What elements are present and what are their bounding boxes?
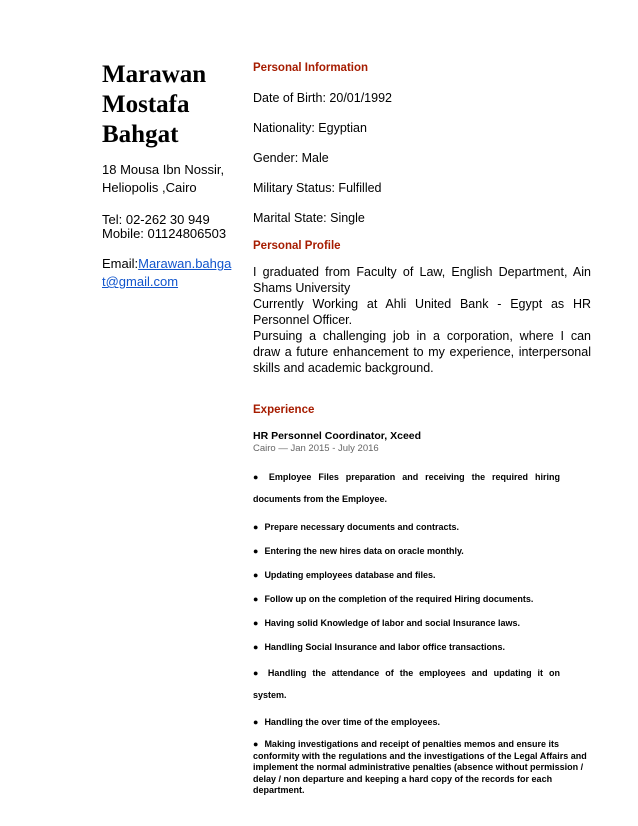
list-item [253,739,591,797]
bullet-icon: ● [253,618,259,628]
nationality: Nationality: Egyptian [253,121,367,135]
gender: Gender: Male [253,151,329,165]
mobile-number: Mobile: 01124806503 [102,226,227,241]
job-title: HR Personnel Coordinator, Xceed [253,430,422,442]
marital-state: Marital State: Single [253,211,365,225]
bullet-icon: ● [253,522,259,532]
list-item [253,544,591,558]
name-line-3: Bahgat [102,121,179,148]
bullet-text: Updating employees database and files. [264,570,436,580]
bullet-icon: ● [253,546,259,556]
email [102,255,234,291]
bullet-icon: ● [253,739,259,749]
tel-number: Tel: 02-262 30 949 [102,212,210,227]
profile-paragraph-2: Currently Working at Ahli United Bank - Egypt as HR Personnel Officer. [253,297,591,327]
job-entry [253,430,591,455]
bullet-text: Handling the over time of the employees. [264,717,440,727]
bullet-text: Entering the new hires data on oracle monthly. [264,546,464,556]
phone-numbers [102,213,242,241]
list-item [253,592,591,606]
list-item [253,616,591,630]
main-column [253,60,591,797]
bullet-icon: ● [253,594,259,604]
list-item [253,715,591,729]
bullet-icon: ● [253,668,262,678]
bullet-text: Handling the attendance of the employees and updating it on system. [253,668,560,700]
email-label: Email: [102,256,139,271]
bullet-icon: ● [253,570,259,580]
bullet-text: Employee Files preparation and receiving the required hiring documents from the Employee. [253,472,560,504]
bullet-text: Prepare necessary documents and contracts. [264,522,460,532]
bullet-icon: ● [253,717,259,727]
date-of-birth: Date of Birth: 20/01/1992 [253,91,392,105]
job-meta: Cairo — Jan 2015 - July 2016 [253,443,379,454]
personal-info-heading: Personal Information [253,62,369,74]
list-item [253,662,560,706]
list-item [253,520,591,534]
name-line-1: Marawan [102,61,207,88]
profile-paragraph-1: I graduated from Faculty of Law, English Department, Ain Shams University [253,265,591,295]
list-item [253,568,591,582]
bullet-text: Follow up on the completion of the required Hiring documents. [264,594,534,604]
address-line-2: Heliopolis ,Cairo [102,180,197,195]
bullet-text: Making investigations and receipt of penalties memos and ensure its conformity with the regulations and the investigations of the Legal Affairs and implement the normal administrative penalties (absence without permission / delay / non departure and keeping a hard copy of the records for each department. [253,739,587,795]
list-item [253,466,560,510]
candidate-name [102,60,242,150]
email-link[interactable]: Marawan.bahgat@gmail.com [102,256,232,289]
address [102,161,242,197]
experience-heading: Experience [253,404,315,416]
profile-paragraph-3: Pursuing a challenging job in a corporation, where I can draw a future enhancement to my experience, interpersonal skills and academic background. [253,329,591,375]
address-line-1: 18 Mousa Ibn Nossir, [102,162,225,177]
profile-heading: Personal Profile [253,240,341,252]
military-status: Military Status: Fulfilled [253,181,382,195]
bullet-text: Having solid Knowledge of labor and social Insurance laws. [264,618,520,628]
bullet-text: Handling Social Insurance and labor office transactions. [264,642,505,652]
list-item [253,640,591,654]
name-line-2: Mostafa [102,91,190,118]
bullet-icon: ● [253,642,259,652]
contact-column [102,60,242,291]
bullet-icon: ● [253,472,263,482]
